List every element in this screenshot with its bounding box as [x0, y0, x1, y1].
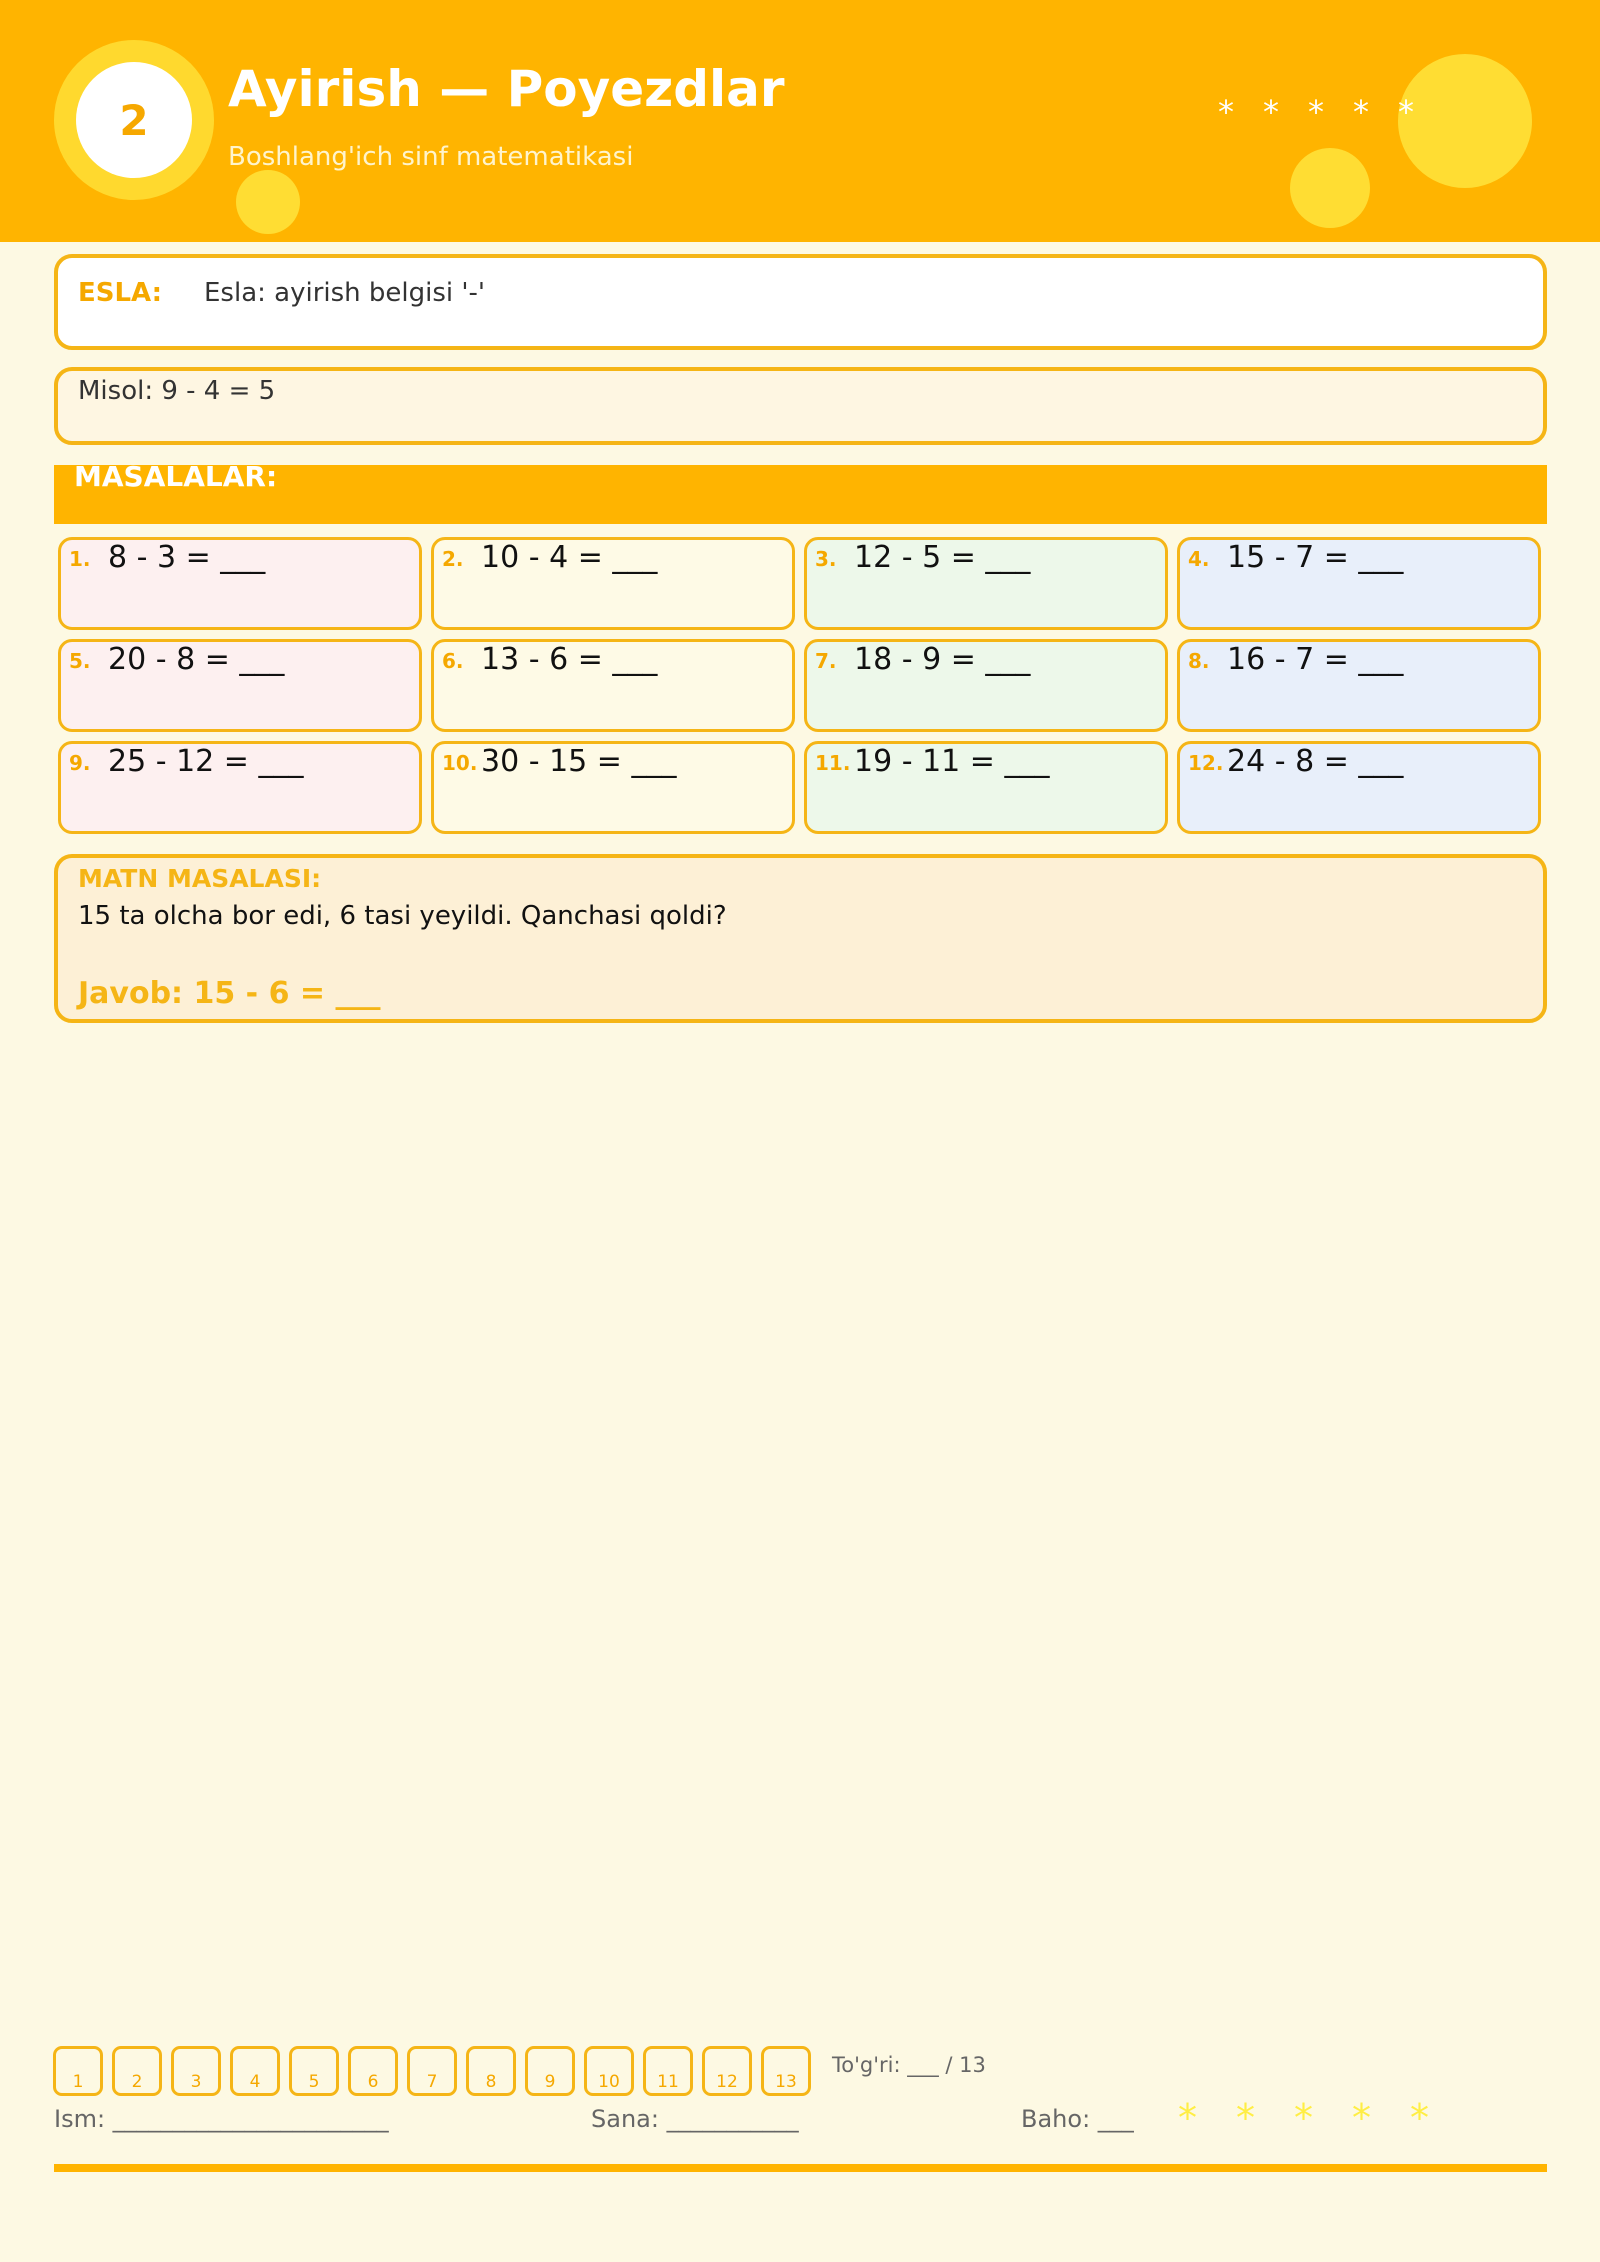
name-field[interactable]: Ism: _______________________ [54, 2105, 389, 2133]
tracker-box[interactable] [230, 2046, 280, 2096]
example-text: Misol: 9 - 4 = 5 [78, 376, 276, 406]
problem-expression: 12 - 5 = ___ [854, 540, 1031, 575]
tracker-box-number: 9 [544, 2072, 556, 2092]
tracker-box-number: 5 [308, 2072, 320, 2092]
word-problem-label: MATN MASALASI: [78, 864, 322, 893]
tracker-box[interactable] [171, 2046, 221, 2096]
remember-label: ESLA: [78, 278, 163, 308]
tracker-box[interactable] [525, 2046, 575, 2096]
decor-star-icon: * [1308, 93, 1324, 131]
problem-expression: 15 - 7 = ___ [1227, 540, 1404, 575]
problem-card[interactable] [58, 639, 422, 732]
worksheet-header [0, 0, 1600, 242]
problem-number: 7. [815, 649, 837, 673]
problem-card[interactable] [431, 741, 795, 834]
tracker-box-number: 10 [598, 2072, 620, 2092]
tracker-box-number: 13 [775, 2072, 797, 2092]
rating-star-icon[interactable]: * [1236, 2096, 1255, 2140]
problem-number: 2. [442, 547, 464, 571]
score-text: To'g'ri: ___ / 13 [832, 2053, 986, 2077]
tracker-box[interactable] [643, 2046, 693, 2096]
problem-expression: 24 - 8 = ___ [1227, 744, 1404, 779]
tracker-box[interactable] [112, 2046, 162, 2096]
tracker-box-number: 3 [190, 2072, 202, 2092]
decor-bubble-medium [1290, 148, 1370, 228]
problem-card[interactable] [804, 537, 1168, 630]
word-problem-answer[interactable]: Javob: 15 - 6 = ___ [78, 976, 381, 1011]
problem-card[interactable] [1177, 537, 1541, 630]
rating-star-row [1178, 2096, 1429, 2140]
problems-heading-bar [54, 460, 1547, 524]
tracker-box-number: 12 [716, 2072, 738, 2092]
problem-number: 4. [1188, 547, 1210, 571]
tracker-box-number: 4 [249, 2072, 261, 2092]
header-star-row [1218, 93, 1414, 131]
tracker-box[interactable] [289, 2046, 339, 2096]
decor-star-icon: * [1398, 93, 1414, 131]
tracker-box[interactable] [702, 2046, 752, 2096]
problem-number: 3. [815, 547, 837, 571]
problem-expression: 20 - 8 = ___ [108, 642, 285, 677]
decor-star-icon: * [1263, 93, 1279, 131]
tracker-box[interactable] [407, 2046, 457, 2096]
problem-expression: 13 - 6 = ___ [481, 642, 658, 677]
example-box [54, 367, 1547, 445]
rating-star-icon[interactable]: * [1178, 2096, 1197, 2140]
rating-star-icon[interactable]: * [1410, 2096, 1429, 2140]
decor-bubble-small [236, 170, 300, 234]
problem-card[interactable] [1177, 639, 1541, 732]
problem-number: 11. [815, 751, 851, 775]
problem-expression: 10 - 4 = ___ [481, 540, 658, 575]
tracker-box-number: 11 [657, 2072, 679, 2092]
problem-number: 12. [1188, 751, 1224, 775]
problem-card[interactable] [58, 537, 422, 630]
problem-number: 9. [69, 751, 91, 775]
problem-expression: 19 - 11 = ___ [854, 744, 1050, 779]
remember-text: Esla: ayirish belgisi '-' [204, 278, 486, 308]
decor-star-icon: * [1218, 93, 1234, 131]
problem-number: 8. [1188, 649, 1210, 673]
tracker-box[interactable] [348, 2046, 398, 2096]
problem-number: 5. [69, 649, 91, 673]
problem-expression: 25 - 12 = ___ [108, 744, 304, 779]
grade-field[interactable]: Baho: ___ [1021, 2105, 1134, 2133]
problem-card[interactable] [58, 741, 422, 834]
tracker-box[interactable] [53, 2046, 103, 2096]
problems-heading: MASALALAR: [74, 460, 278, 493]
date-field[interactable]: Sana: ___________ [591, 2105, 799, 2133]
page-title: Ayirish — Poyezdlar [228, 60, 785, 118]
tracker-box-number: 7 [426, 2072, 438, 2092]
tracker-box[interactable] [761, 2046, 811, 2096]
tracker-box[interactable] [466, 2046, 516, 2096]
problem-expression: 30 - 15 = ___ [481, 744, 677, 779]
problem-number: 10. [442, 751, 478, 775]
footer-divider [54, 2164, 1547, 2172]
rating-star-icon[interactable]: * [1352, 2096, 1371, 2140]
remember-box [54, 254, 1547, 350]
word-problem-text: 15 ta olcha bor edi, 6 tasi yeyildi. Qanchasi qoldi? [78, 901, 727, 931]
tracker-box[interactable] [584, 2046, 634, 2096]
problem-expression: 16 - 7 = ___ [1227, 642, 1404, 677]
page-subtitle: Boshlang'ich sinf matematikasi [228, 142, 634, 172]
rating-star-icon[interactable]: * [1294, 2096, 1313, 2140]
word-problem-box [54, 854, 1547, 1023]
problem-number: 1. [69, 547, 91, 571]
decor-bubble-large [1398, 54, 1532, 188]
problem-card[interactable] [804, 741, 1168, 834]
tracker-box-number: 6 [367, 2072, 379, 2092]
tracker-box-number: 8 [485, 2072, 497, 2092]
problem-card[interactable] [431, 639, 795, 732]
decor-star-icon: * [1353, 93, 1369, 131]
problem-number: 6. [442, 649, 464, 673]
grade-badge: 2 [76, 62, 192, 178]
answer-tracker [53, 2046, 811, 2096]
tracker-box-number: 2 [131, 2072, 143, 2092]
problem-expression: 8 - 3 = ___ [108, 540, 266, 575]
problem-card[interactable] [1177, 741, 1541, 834]
problem-card[interactable] [431, 537, 795, 630]
tracker-box-number: 1 [72, 2072, 84, 2092]
problem-expression: 18 - 9 = ___ [854, 642, 1031, 677]
problem-card[interactable] [804, 639, 1168, 732]
